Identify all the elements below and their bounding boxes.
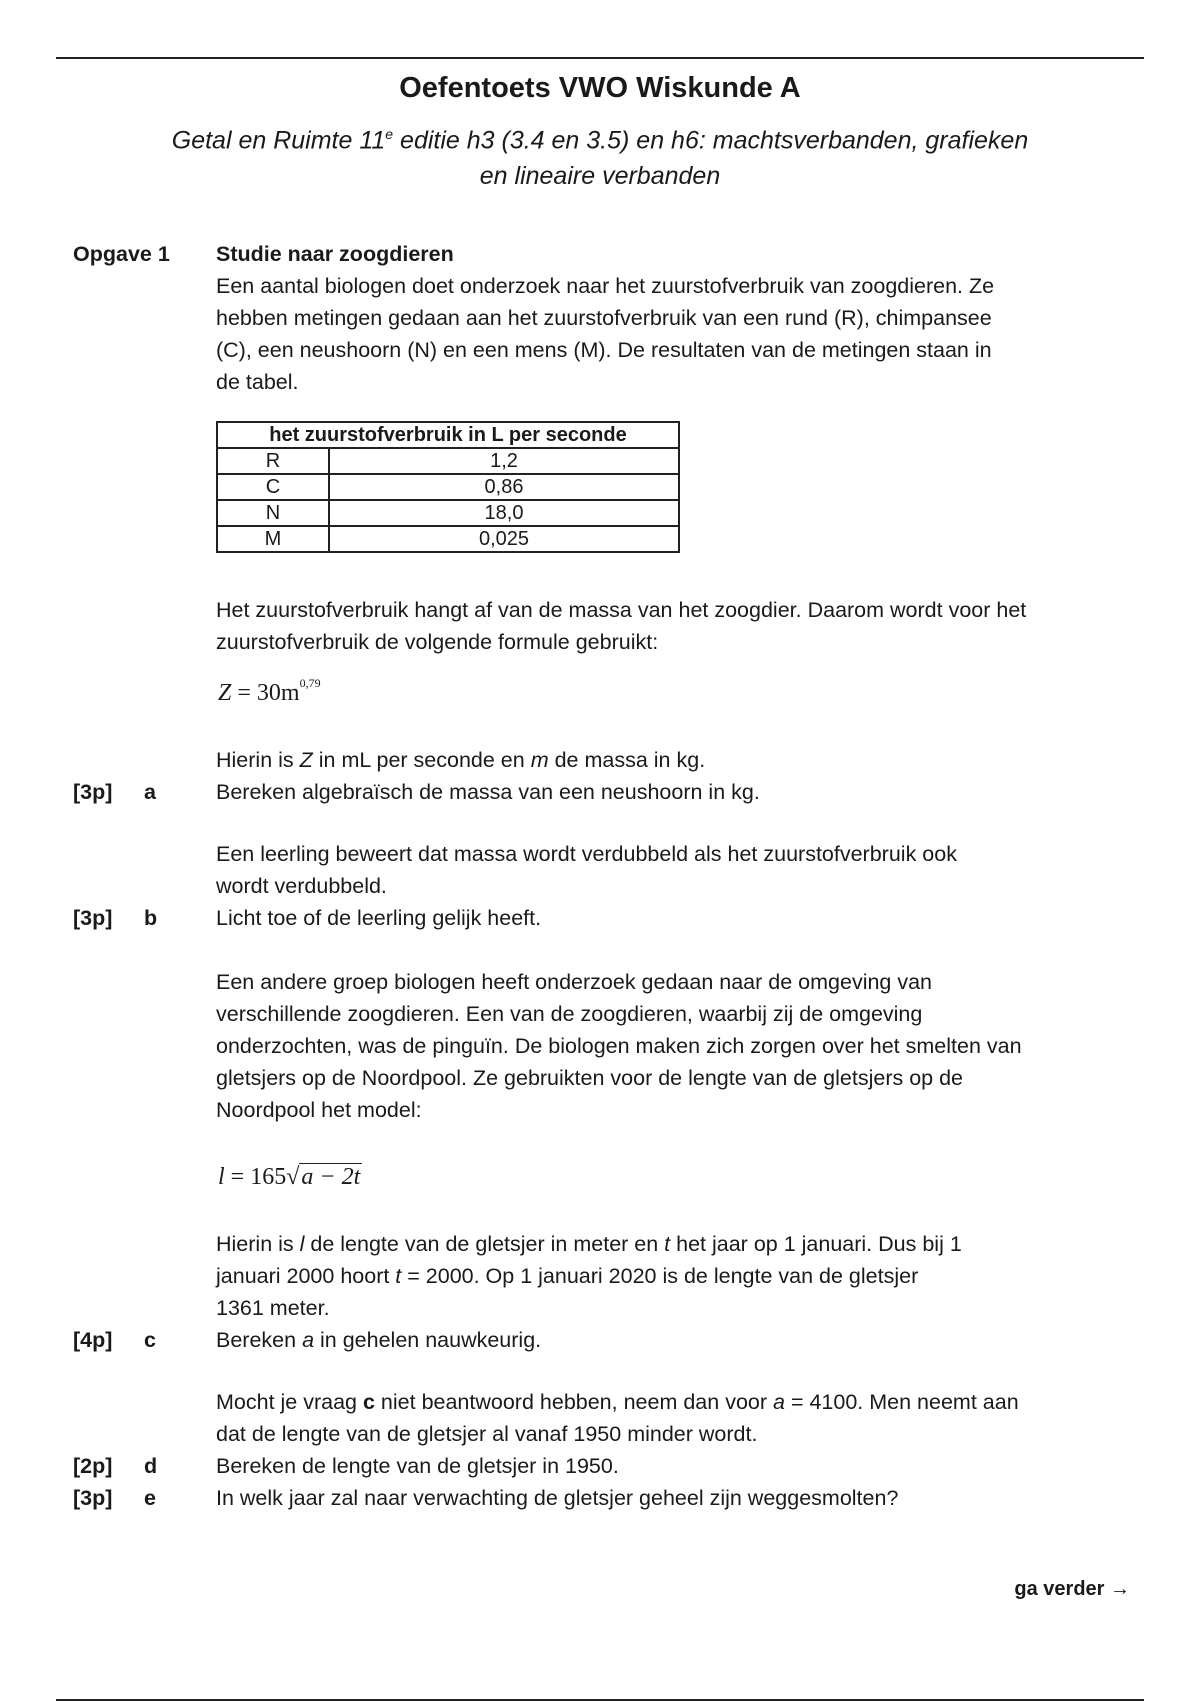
intro-line: Een aantal biologen doet onderzoek naar het zuurstofverbruik van zoogdieren. Ze xyxy=(216,274,995,298)
table-cell-value: 18,0 xyxy=(329,500,679,526)
table-cell-value: 0,025 xyxy=(329,526,679,552)
table-cell-value: 0,86 xyxy=(329,474,679,500)
points-label: [3p] xyxy=(73,906,113,930)
intro-line: de tabel. xyxy=(216,370,299,394)
table-header: het zuurstofverbruik in L per seconde xyxy=(217,422,679,448)
points-label: [3p] xyxy=(73,1486,113,1510)
assignment-label: Opgave 1 xyxy=(73,242,170,266)
page-title: Oefentoets VWO Wiskunde A xyxy=(399,72,801,104)
table-row xyxy=(217,500,679,526)
formula-glacier: l = 165√a − 2t xyxy=(218,1164,361,1190)
question-letter: d xyxy=(144,1454,158,1478)
paragraph-line: zuurstofverbruik de volgende formule gebruikt: xyxy=(216,630,659,654)
table-cell-key: R xyxy=(217,448,329,474)
top-rule xyxy=(56,57,1144,59)
question-letter: e xyxy=(144,1486,156,1510)
question-a-text: Bereken algebraïsch de massa van een neushoorn in kg. xyxy=(216,780,760,804)
question-d-text: Bereken de lengte van de gletsjer in 1950. xyxy=(216,1454,619,1478)
paragraph-line: Een leerling beweert dat massa wordt verdubbeld als het zuurstofverbruik ook xyxy=(216,842,957,866)
table-cell-key: N xyxy=(217,500,329,526)
table-cell-value: 1,2 xyxy=(329,448,679,474)
intro-line: hebben metingen gedaan aan het zuurstofverbruik van een rund (R), chimpansee xyxy=(216,306,992,330)
paragraph-line: wordt verdubbeld. xyxy=(216,874,387,898)
question-e-text: In welk jaar zal naar verwachting de gletsjer geheel zijn weggesmolten? xyxy=(216,1486,899,1510)
table-row xyxy=(217,448,679,474)
formula-oxygen: $Z = 30m^{0,79}$ xyxy=(218,676,321,706)
table-cell-key: C xyxy=(217,474,329,500)
paragraph-line: Hierin is l de lengte van de gletsjer in meter en t het jaar op 1 januari. Dus bij 1 xyxy=(216,1232,962,1256)
paragraph-line: Mocht je vraag c niet beantwoord hebben, neem dan voor a = 4100. Men neemt aan xyxy=(216,1390,1019,1414)
points-label: [2p] xyxy=(73,1454,113,1478)
points-label: [3p] xyxy=(73,780,113,804)
question-c-text: Bereken a in gehelen nauwkeurig. xyxy=(216,1328,542,1352)
question-b-text: Licht toe of de leerling gelijk heeft. xyxy=(216,906,542,930)
paragraph-line: 1361 meter. xyxy=(216,1296,330,1320)
table-row xyxy=(217,526,679,552)
page-subtitle: Getal en Ruimte 11e editie h3 (3.4 en 3.5) en h6: machtsverbanden, grafieken en lineaire verbanden xyxy=(171,126,1029,191)
continue-label: ga verder → xyxy=(1014,1578,1130,1600)
table-cell-key: M xyxy=(217,526,329,552)
paragraph-line: gletsjers op de Noordpool. Ze gebruikten voor de lengte van de gletsjers op de xyxy=(216,1066,963,1090)
formula-explanation: Hierin is Z in mL per seconde en m de massa in kg. xyxy=(216,748,706,772)
table-header-row xyxy=(217,422,679,448)
points-label: [4p] xyxy=(73,1328,113,1352)
paragraph-line: dat de lengte van de gletsjer al vanaf 1950 minder wordt. xyxy=(216,1422,758,1446)
table-row xyxy=(217,474,679,500)
oxygen-table xyxy=(216,421,680,553)
paragraph-line: Het zuurstofverbruik hangt af van de massa van het zoogdier. Daarom wordt voor het xyxy=(216,598,1027,622)
paragraph-line: Noordpool het model: xyxy=(216,1098,422,1122)
question-letter: c xyxy=(144,1328,156,1352)
intro-line: (C), een neushoorn (N) en een mens (M). De resultaten van de metingen staan in xyxy=(216,338,992,362)
assignment-title: Studie naar zoogdieren xyxy=(216,242,454,266)
question-letter: a xyxy=(144,780,156,804)
paragraph-line: verschillende zoogdieren. Een van de zoogdieren, waarbij zij de omgeving xyxy=(216,1002,923,1026)
question-letter: b xyxy=(144,906,158,930)
paragraph-line: Een andere groep biologen heeft onderzoek gedaan naar de omgeving van xyxy=(216,970,933,994)
paragraph-line: januari 2000 hoort t = 2000. Op 1 januari 2020 is de lengte van de gletsjer xyxy=(216,1264,919,1288)
paragraph-line: onderzochten, was de pinguïn. De biologen maken zich zorgen over het smelten van xyxy=(216,1034,1022,1058)
